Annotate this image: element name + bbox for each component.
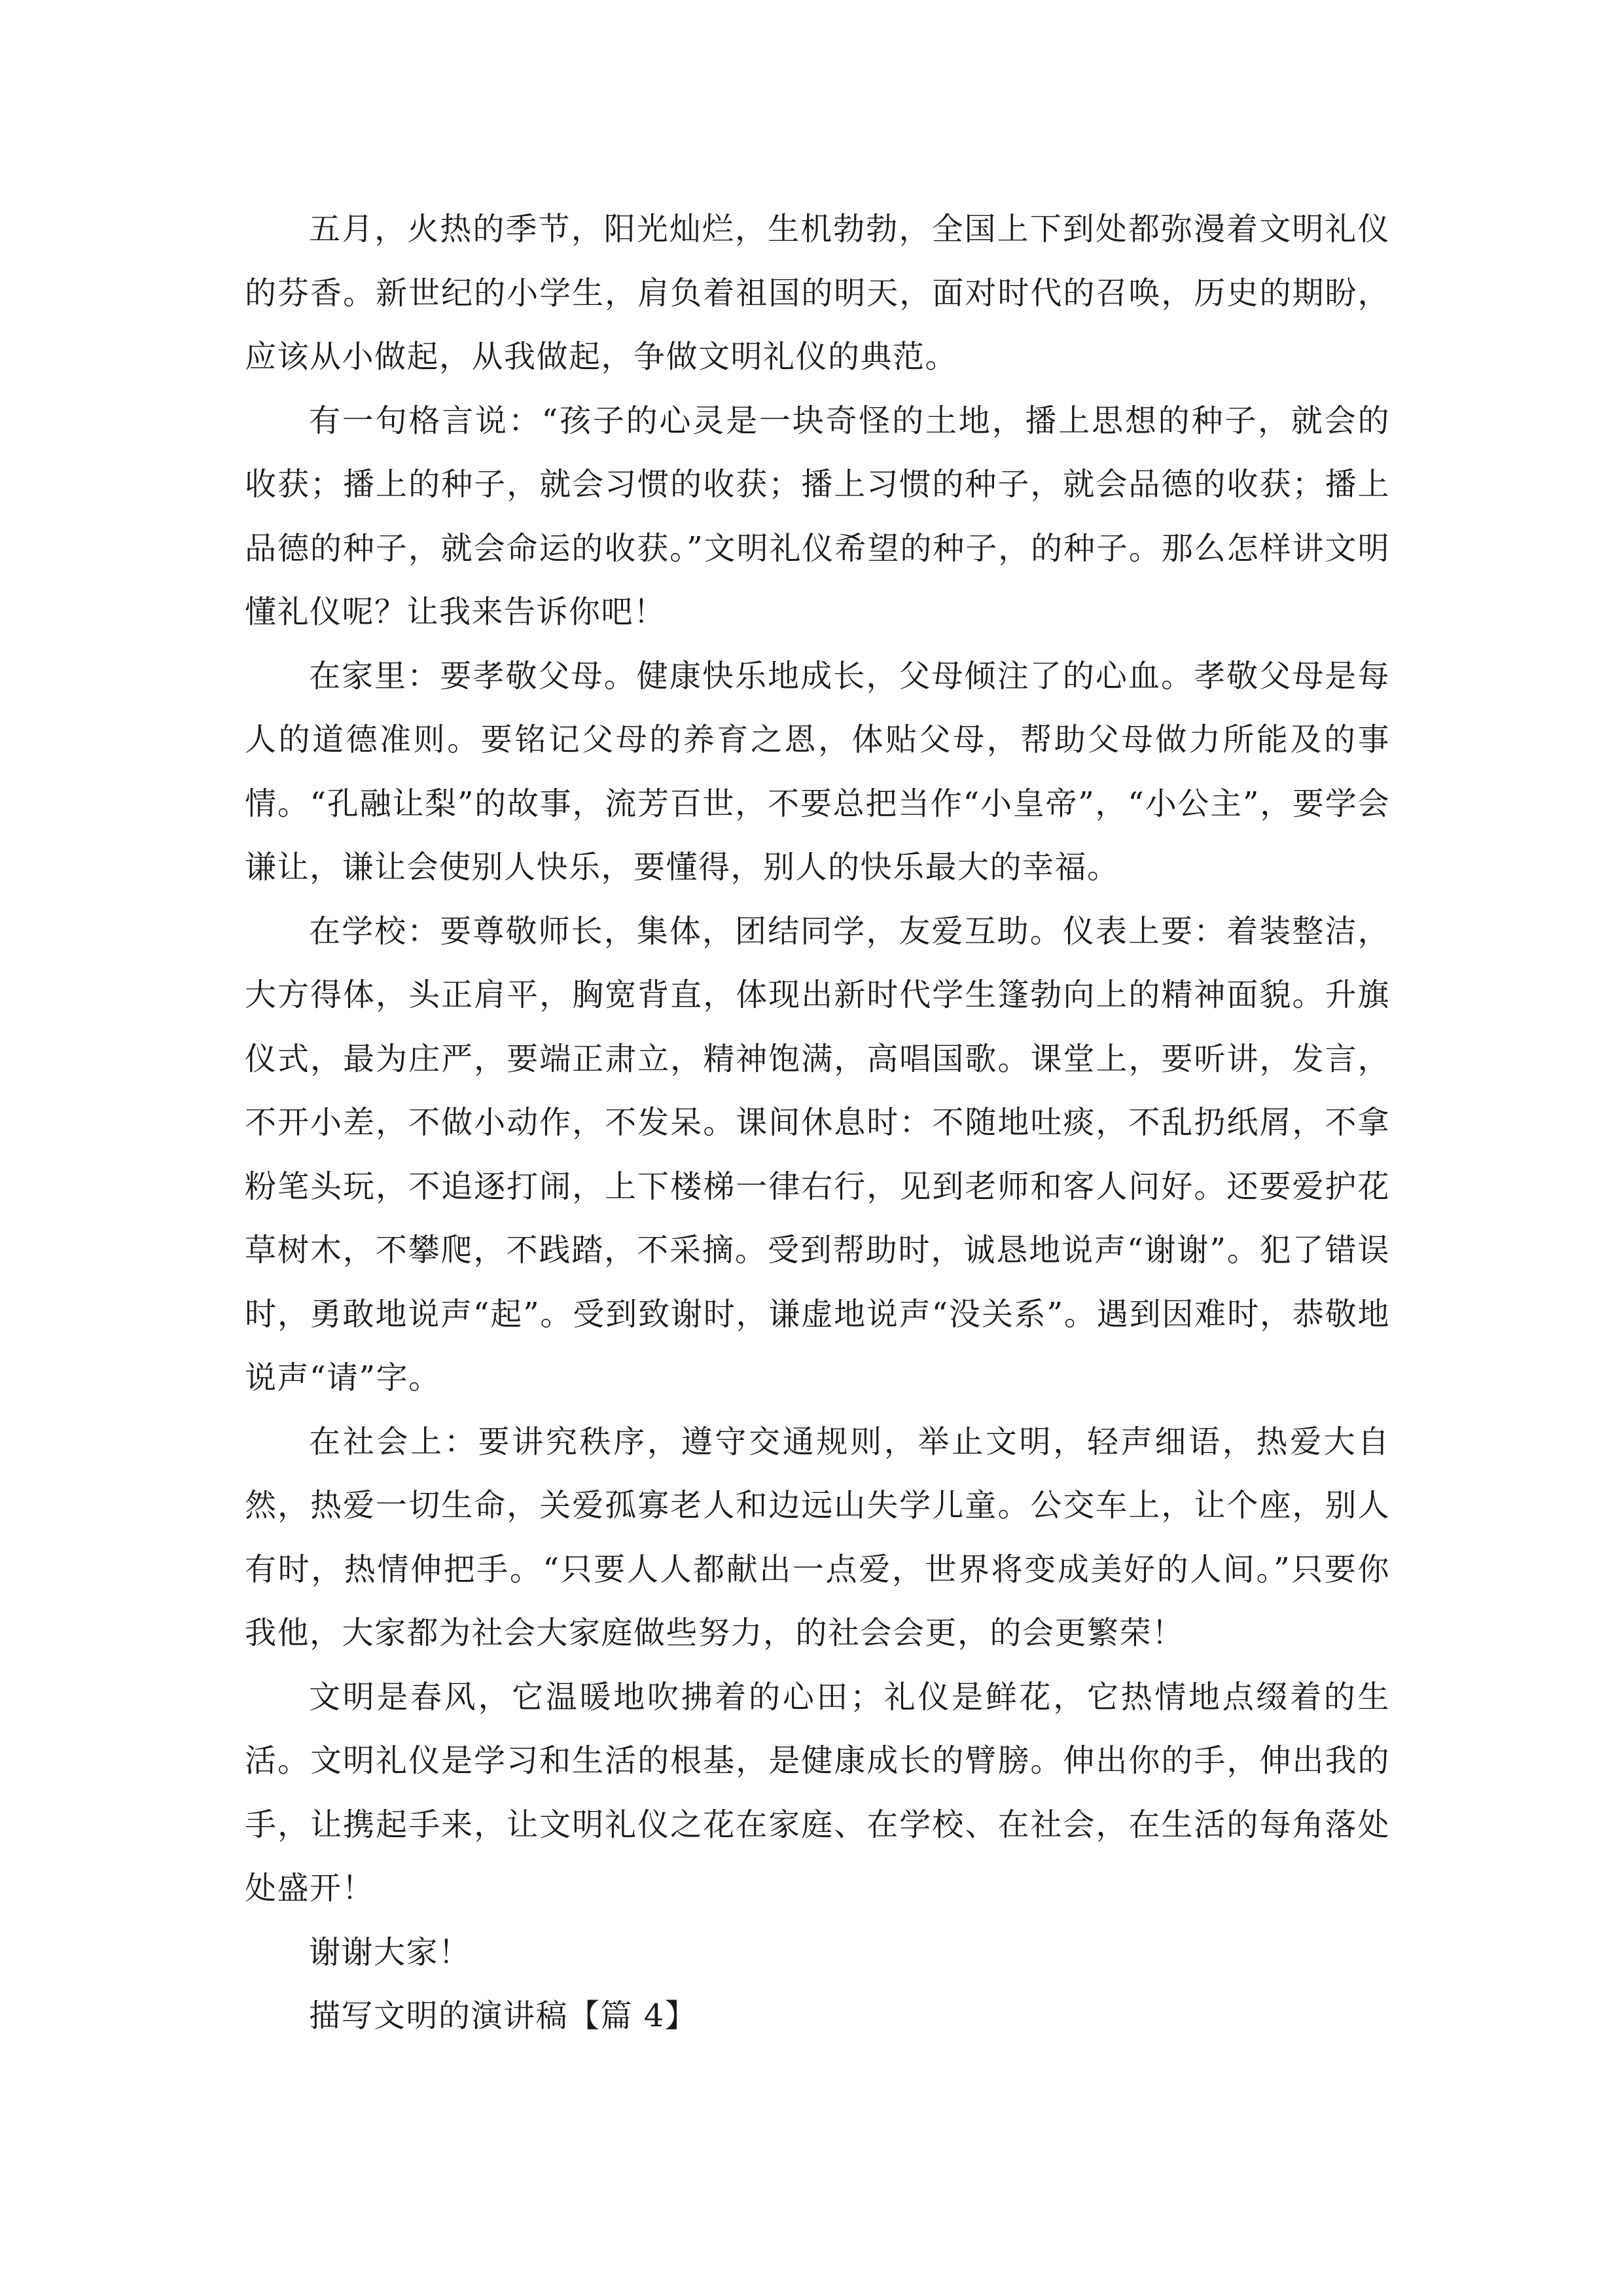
paragraph-motto: 有一句格言说：“孩子的心灵是一块奇怪的土地，播上思想的种子，就会的收获；播上的种子，就会习惯的收获；播上习惯的种子，就会品德的收获；播上品德的种子，就会命运的收获。”文明礼仪希望的种子，的种子。那么怎样讲文明懂礼仪呢？让我来告诉你吧！ [245,402,1390,630]
paragraph-intro: 五月，火热的季节，阳光灿烂，生机勃勃，全国上下到处都弥漫着文明礼仪的芬香。新世纪的小学生，肩负着祖国的明天，面对时代的召唤，历史的期盼，应该从小做起，从我做起，争做文明礼仪的典范。 [245,211,1390,375]
speech-text [245,198,1390,2049]
paragraph-home: 在家里：要孝敬父母。健康快乐地成长，父母倾注了的心血。孝敬父母是每人的道德准则。要铭记父母的养育之恩，体贴父母，帮助父母做力所能及的事情。“孔融让梨”的故事，流芳百世，不要总把当作“小皇帝”，“小公主”，要学会谦让，谦让会使别人快乐，要懂得，别人的快乐最大的幸福。 [245,657,1390,886]
section-heading: 描写文明的演讲稿【篇 4】 [309,1998,698,2034]
paragraph-society: 在社会上：要讲究秩序，遵守交通规则，举止文明，轻声细语，热爱大自然，热爱一切生命，关爱孤寡老人和边远山失学儿童。公交车上，让个座，别人有时，热情伸把手。“只要人人都献出一点爱，世界将变成美好的人间。”只要你我他，大家都为社会大家庭做些努力，的社会会更，的会更繁荣！ [245,1423,1390,1651]
paragraph-conclusion: 文明是春风，它温暖地吹拂着的心田；礼仪是鲜花，它热情地点缀着的生活。文明礼仪是学习和生活的根基，是健康成长的臂膀。伸出你的手，伸出我的手，让携起手来，让文明礼仪之花在家庭、在学校、在社会，在生活的每角落处处盛开！ [245,1678,1390,1907]
paragraph-school: 在学校：要尊敬师长，集体，团结同学，友爱互助。仪表上要：着装整洁，大方得体，头正肩平，胸宽背直，体现出新时代学生篷勃向上的精神面貌。升旗仪式，最为庄严，要端正肃立，精神饱满，高唱国歌。课堂上，要听讲，发言，不开小差，不做小动作，不发呆。课间休息时：不随地吐痰，不乱扔纸屑，不拿粉笔头玩，不追逐打闹，上下楼梯一律右行，见到老师和客人问好。还要爱护花草树木，不攀爬，不践踏，不采摘。受到帮助时，诚恳地说声“谢谢”。犯了错误时，勇敢地说声“起”。受到致谢时，谦虚地说声“没关系”。遇到因难时，恭敬地说声“请”字。 [245,912,1390,1396]
paragraph-thanks: 谢谢大家！ [309,1933,471,1971]
